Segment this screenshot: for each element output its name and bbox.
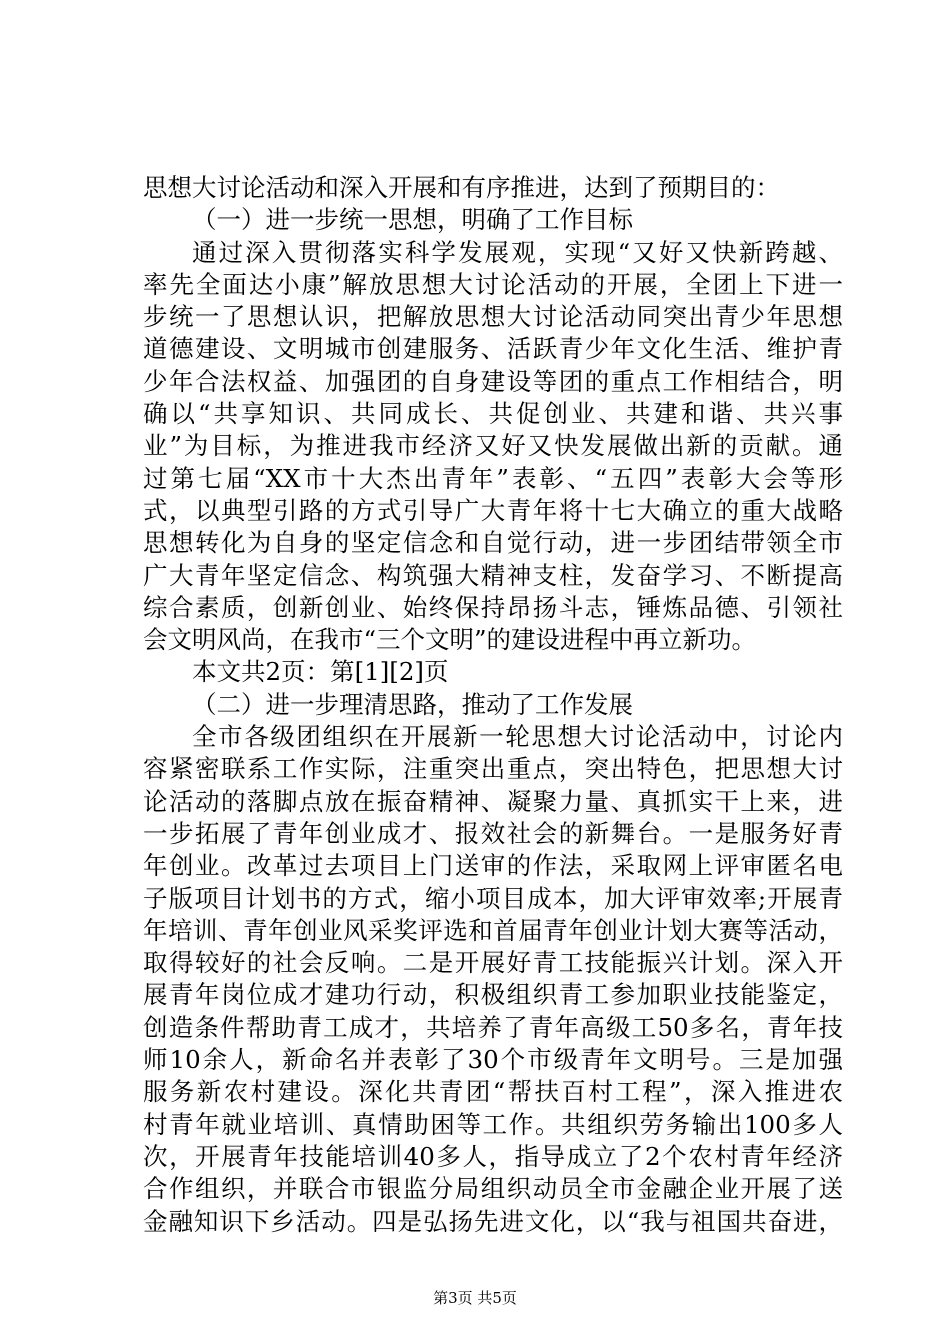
text-line: 思想转化为自身的坚定信念和自觉行动，进一步团结带领全市: [143, 528, 843, 558]
text-line: 步统一了思想认识，把解放思想大讨论活动同突出青少年思想: [143, 302, 843, 332]
section-heading: （一）进一步统一思想，明确了工作目标: [192, 205, 633, 235]
text-line: 村青年就业培训、真情助困等工作。共组织劳务输出100多人: [143, 1109, 843, 1139]
text-line: 次，开展青年技能培训40多人，指导成立了2个农村青年经济: [143, 1141, 843, 1171]
text-line: 综合素质，创新创业、始终保持昂扬斗志，锤炼品德、引领社: [143, 592, 843, 622]
text-line: 服务新农村建设。深化共青团“帮扶百村工程”，深入推进农: [143, 1077, 843, 1107]
text-line: 通过深入贯彻落实科学发展观，实现“又好又快新跨越、: [192, 237, 843, 267]
text-line: 容紧密联系工作实际，注重突出重点，突出特色，把思想大讨: [143, 754, 843, 784]
text-line: 展青年岗位成才建功行动，积极组织青工参加职业技能鉴定，: [143, 980, 843, 1010]
text-line: 思想大讨论活动和深入开展和有序推进，达到了预期目的：: [143, 173, 780, 202]
text-line: 取得较好的社会反响。二是开展好青工技能振兴计划。深入开: [143, 948, 843, 978]
text-line: 合作组织，并联合市银监分局组织动员全市金融企业开展了送: [143, 1174, 843, 1204]
text-line: 少年合法权益、加强团的自身建设等团的重点工作相结合，明: [143, 366, 843, 396]
text-line: 一步拓展了青年创业成才、报效社会的新舞台。一是服务好青: [143, 818, 843, 848]
text-line: 广大青年坚定信念、构筑强大精神支柱，发奋学习、不断提高: [143, 560, 843, 590]
text-line: 师10余人，新命名并表彰了30个市级青年文明号。三是加强: [143, 1045, 843, 1075]
page-footer: [0, 1287, 950, 1308]
text-line: 过第七届“XX市十大杰出青年”表彰、“五四”表彰大会等形: [143, 463, 843, 493]
text-line: 道德建设、文明城市创建服务、活跃青少年文化生活、维护青: [143, 334, 843, 364]
text-line: 式，以典型引路的方式引导广大青年将十七大确立的重大战略: [143, 495, 843, 525]
text-line: 年培训、青年创业风采奖评选和首届青年创业计划大赛等活动，: [143, 915, 843, 945]
page-number-label: 第3页 共5页: [433, 1289, 517, 1307]
document-body: [143, 172, 843, 1238]
text-line: 论活动的落脚点放在振奋精神、凝聚力量、真抓实干上来，进: [143, 786, 843, 816]
section-heading: （二）进一步理清思路，推动了工作发展: [192, 689, 633, 719]
text-line: 子版项目计划书的方式，缩小项目成本，加大评审效率;开展青: [143, 883, 843, 913]
text-line: 创造条件帮助青工成才，共培养了青年高级工50多名，青年技: [143, 1012, 843, 1042]
text-line: 会文明风尚，在我市“三个文明”的建设进程中再立新功。: [143, 625, 757, 655]
page-navigation: 本文共2页：第[1][2]页: [192, 657, 449, 687]
text-line: 业”为目标，为推进我市经济又好又快发展做出新的贡献。通: [143, 431, 843, 461]
text-line: 确以“共享知识、共同成长、共促创业、共建和谐、共兴事: [143, 399, 843, 429]
text-line: 年创业。改革过去项目上门送审的作法，采取网上评审匿名电: [143, 851, 843, 881]
text-line: 金融知识下乡活动。四是弘扬先进文化，以“我与祖国共奋进，: [143, 1206, 843, 1236]
text-line: 全市各级团组织在开展新一轮思想大讨论活动中，讨论内: [192, 722, 843, 752]
text-line: 率先全面达小康”解放思想大讨论活动的开展，全团上下进一: [143, 269, 843, 299]
